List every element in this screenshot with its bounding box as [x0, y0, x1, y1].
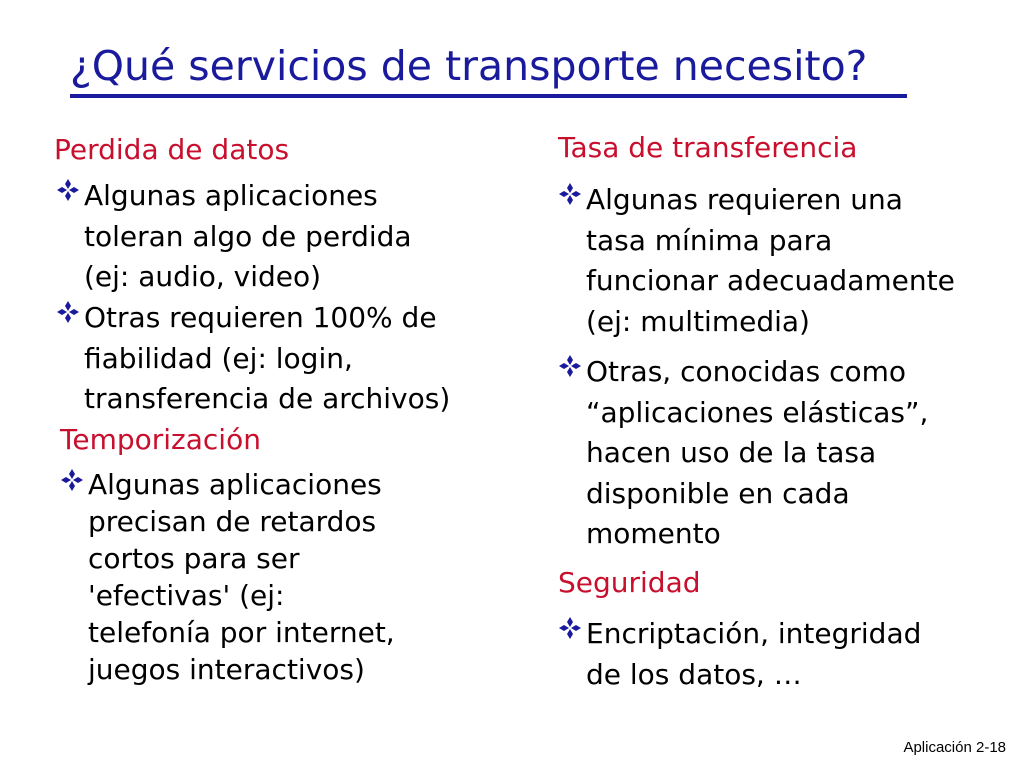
diamond-bullet-icon: [60, 466, 88, 492]
bullet-throughput-1: [558, 180, 955, 342]
slide-footer: Aplicación 2-18: [903, 739, 1006, 756]
diamond-bullet-icon: [56, 298, 84, 324]
heading-timing: Temporización: [60, 423, 261, 456]
bullet-throughput-2: [558, 352, 928, 555]
heading-data-loss: Perdida de datos: [54, 133, 290, 166]
bullet-data-loss-1: [56, 176, 412, 298]
bullet-data-loss-2: [56, 298, 450, 420]
diamond-bullet-icon: [56, 176, 84, 202]
bullet-text: Otras, conocidas como “aplicaciones elásticas”, hacen uso de la tasa disponible en cada momento: [586, 355, 929, 550]
bullet-text: Encriptación, integridad de los datos, …: [586, 617, 922, 691]
heading-throughput: Tasa de transferencia: [558, 131, 858, 164]
diamond-bullet-icon: [558, 614, 586, 640]
bullet-security-1: [558, 614, 921, 695]
slide-title: ¿Qué servicios de transporte necesito?: [70, 42, 868, 90]
diamond-bullet-icon: [558, 352, 586, 378]
bullet-timing-1: [60, 466, 395, 688]
title-underline: [70, 94, 907, 98]
bullet-text: Algunas aplicaciones toleran algo de perdida (ej: audio, video): [84, 179, 412, 293]
bullet-text: Algunas requieren una tasa mínima para funcionar adecuadamente (ej: multimedia): [586, 183, 955, 338]
heading-security: Seguridad: [558, 566, 701, 599]
bullet-text: Algunas aplicaciones precisan de retardos cortos para ser 'efectivas' (ej: telefonía por internet, juegos interactivos): [88, 468, 395, 686]
diamond-bullet-icon: [558, 180, 586, 206]
bullet-text: Otras requieren 100% de fiabilidad (ej: login, transferencia de archivos): [84, 301, 451, 415]
